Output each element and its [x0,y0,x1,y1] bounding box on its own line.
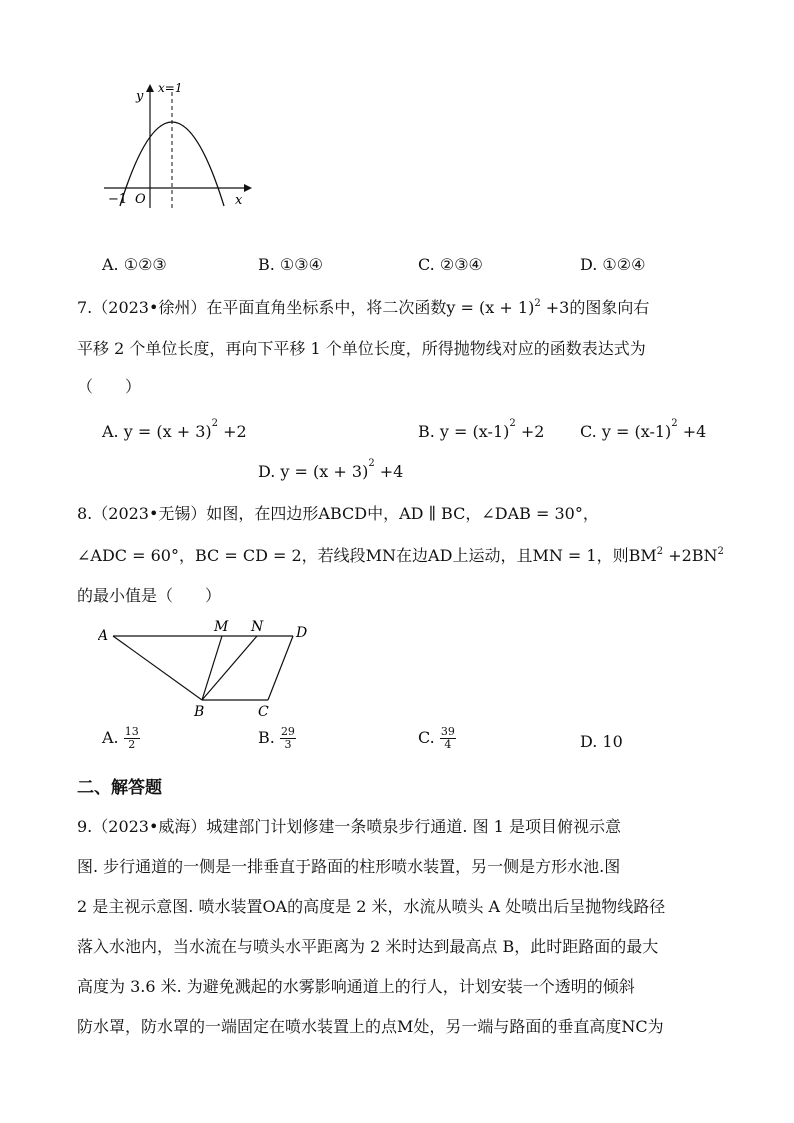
fraction: $\frac{13}{2}$ [124,725,139,751]
q8-option-a: A. $\frac{13}{2}$ [102,725,139,751]
q7-option-c: C. $y = (x-1)^2 +4$ [580,418,707,441]
segment-AB [113,636,202,700]
segment-CD [268,636,293,700]
y-axis-arrow [146,84,154,92]
q9-line-3: 2 是主视示意图. 喷水装置OA的高度是 2 米，水流从喷头 A 处喷出后呈抛物线路径 [77,897,666,916]
label-D: D [296,625,308,641]
line-label: x=1 [158,81,183,95]
segment-BM [202,636,222,700]
q6-option-a: A. ①②③ [102,255,167,274]
parabola-figure [98,78,258,213]
label-C: C [258,704,269,720]
q9-line-2: 图. 步行通道的一侧是一排垂直于路面的柱形喷水装置，另一侧是方形水池.图 [77,857,621,876]
neg-one-label: −1 [108,192,128,207]
q7-line-2: 平移 2 个单位长度，再向下平移 1 个单位长度，所得抛物线对应的函数表达式为 [77,339,646,358]
q6-option-b: B. ①③④ [258,255,323,274]
label-M: M [214,619,229,635]
q8-line-3: 的最小值是（ ） [77,586,222,605]
q6-option-d: D. ①②④ [580,255,646,274]
q9-line-4: 落入水池内，当水流在与喷头水平距离为 2 米时达到最高点 B，此时距路面的最大 [77,937,659,956]
q8-line-1: 8.（2023•无锡）如图，在四边形ABCD中，AD ∥ BC，∠DAB = 30°， [77,504,599,523]
origin-label: O [135,192,146,207]
q7-option-b: B. $y = (x-1)^2 +2$ [418,418,545,441]
fraction: $\frac{39}{4}$ [440,725,455,751]
q8-option-b: B. $\frac{29}{3}$ [258,725,295,751]
q7-line-1: 7.（2023•徐州）在平面直角坐标系中，将二次函数$y = (x + 1)^2 +3$的图象向右 [77,298,650,317]
q9-line-1: 9.（2023•威海）城建部门计划修建一条喷泉步行通道. 图 1 是项目俯视示意 [77,817,621,836]
x-axis-arrow [244,184,252,192]
label-B: B [194,704,205,720]
q7-line-3: （ ） [77,377,142,396]
label-N: N [251,619,264,635]
q9-line-6: 防水罩，防水罩的一端固定在喷水装置上的点M处，另一端与路面的垂直高度NC为 [77,1017,664,1036]
q9-line-5: 高度为 3.6 米. 为避免溅起的水雾影响通道上的行人，计划安装一个透明的倾斜 [77,977,635,996]
fraction: $\frac{29}{3}$ [280,725,295,751]
segment-BN [202,636,257,700]
q6-option-c: C. ②③④ [418,255,483,274]
q8-option-d: D. 10 [580,732,623,751]
exponent: 2 [534,298,541,309]
q8-option-c: C. $\frac{39}{4}$ [418,725,455,751]
section-heading: 二、解答题 [77,778,162,798]
x-label: x [235,193,243,208]
q7-option-a: A. $y = (x + 3)^2 +2$ [102,418,247,441]
q8-line-2: ∠ADC = 60°，BC = CD = 2，若线段MN在边AD上运动，且MN = 1，则$BM^2 +2BN^2$ [77,546,724,565]
y-label: y [136,89,144,104]
label-A: A [98,628,109,644]
quadrilateral-figure [98,618,318,720]
q7-option-d: D. $y = (x + 3)^2 +4$ [258,458,404,481]
